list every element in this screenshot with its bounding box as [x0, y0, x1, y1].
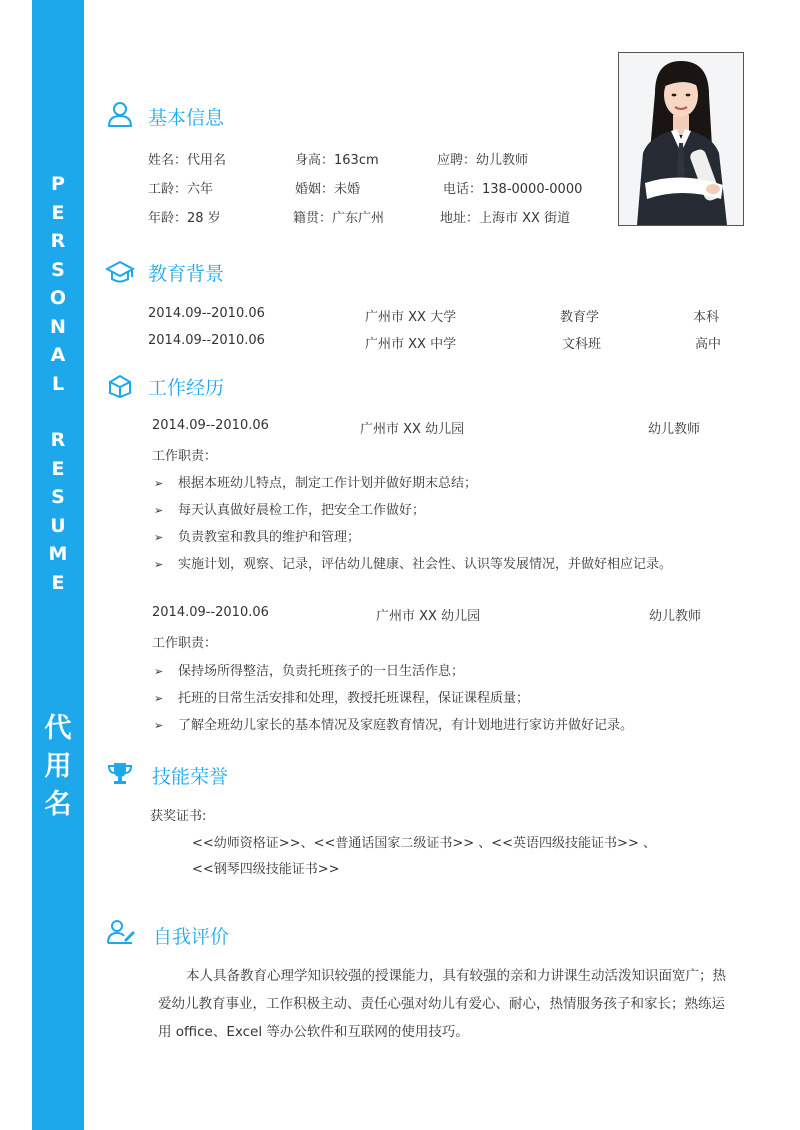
sidebar-letter: R	[50, 429, 66, 451]
arrow-bullet-icon: ➢	[154, 504, 164, 517]
sidebar-letter: M	[48, 543, 68, 565]
edu-degree: 高中	[695, 337, 722, 352]
sidebar-name-char: 代	[44, 713, 72, 744]
duty-text: 负责教室和教具的维护和管理；	[178, 530, 361, 545]
sidebar-letter: R	[50, 230, 66, 252]
skills-certificates-line2: <<钢琴四级技能证书>>	[192, 862, 340, 877]
duty-text: 保持场所得整洁，负责托班孩子的一日生活作息；	[178, 664, 465, 679]
sidebar-letter: O	[49, 287, 67, 309]
work-duty-label: 工作职责：	[152, 636, 218, 651]
sidebar-letter: P	[51, 173, 65, 195]
edu-school: 广州市 XX 大学	[365, 310, 457, 325]
sidebar-letter: U	[50, 514, 66, 537]
edu-major: 文科班	[562, 337, 602, 352]
graduation-cap-icon	[105, 257, 135, 285]
section-title-work: 工作经历	[148, 377, 225, 399]
list-item	[154, 687, 529, 706]
sidebar-letter: E	[51, 201, 65, 224]
list-item	[154, 660, 464, 679]
basic-address: 地址：上海市 XX 街道	[440, 211, 571, 226]
list-item	[154, 714, 633, 733]
arrow-bullet-icon: ➢	[154, 531, 164, 544]
arrow-bullet-icon: ➢	[154, 665, 164, 678]
section-title-education: 教育背景	[148, 263, 225, 285]
person-edit-icon	[106, 918, 136, 946]
duty-text: 每天认真做好晨检工作，把安全工作做好；	[178, 503, 426, 518]
basic-name: 姓名：代用名	[148, 153, 227, 168]
self-evaluation-text: 本人具备教育心理学知识较强的授课能力，具有较强的亲和力讲课生动活泼知识面宽广；热爱幼儿教育事业，工作积极主动、责任心强对幼儿有爱心、耐心，热情服务孩子和家长；熟练运用 office、Excel 等办公软件和互联网的使用技巧。	[158, 968, 726, 1040]
sidebar	[32, 0, 84, 1130]
edu-school: 广州市 XX 中学	[365, 337, 457, 352]
basic-age: 年龄：28 岁	[148, 211, 221, 226]
section-title-self: 自我评价	[153, 926, 230, 948]
edu-degree: 本科	[693, 310, 720, 325]
duty-text: 实施计划，观察、记录，评估幼儿健康、社会性、认识等发展情况，并做好相应记录。	[178, 557, 673, 572]
sidebar-name-char: 名	[44, 789, 72, 820]
sidebar-name-char: 用	[44, 751, 72, 782]
duty-text: 了解全班幼儿家长的基本情况及家庭教育情况，有计划地进行家访并做好记录。	[178, 718, 634, 733]
list-item	[154, 499, 425, 518]
arrow-bullet-icon: ➢	[154, 477, 164, 490]
person-icon	[106, 100, 134, 128]
work-company: 广州市 XX 幼儿园	[376, 609, 481, 624]
trophy-icon	[106, 759, 134, 787]
work-company: 广州市 XX 幼儿园	[360, 422, 465, 437]
basic-phone: 电话：138-0000-0000	[443, 182, 583, 197]
arrow-bullet-icon: ➢	[154, 719, 164, 732]
basic-hometown: 籍贯：广东广州	[293, 211, 385, 226]
sidebar-letter: S	[51, 486, 65, 508]
arrow-bullet-icon: ➢	[154, 692, 164, 705]
work-duty-label: 工作职责：	[152, 449, 218, 464]
sidebar-letter: E	[51, 457, 65, 480]
portrait-image	[619, 53, 743, 225]
skills-label: 获奖证书:	[150, 809, 207, 824]
work-title: 幼儿教师	[649, 609, 702, 624]
sidebar-letter: L	[51, 372, 65, 395]
basic-height: 身高：163cm	[295, 153, 379, 168]
sidebar-name	[32, 710, 84, 824]
work-period: 2014.09--2010.06	[152, 418, 269, 433]
edu-major: 教育学	[560, 310, 600, 325]
sidebar-letter: E	[51, 571, 65, 594]
duty-text: 根据本班幼儿特点，制定工作计划并做好期末总结；	[178, 476, 478, 491]
sidebar-personal-resume	[32, 170, 84, 597]
work-period: 2014.09--2010.06	[152, 605, 269, 620]
basic-experience: 工龄：六年	[148, 182, 214, 197]
arrow-bullet-icon: ➢	[154, 558, 164, 571]
sidebar-letter: N	[50, 315, 66, 338]
basic-position: 应聘：幼儿教师	[437, 153, 529, 168]
duty-text: 托班的日常生活安排和处理，教授托班课程，保证课程质量；	[178, 691, 530, 706]
skills-certificates-line1: <<幼师资格证>>、<<普通话国家二级证书>> 、<<英语四级技能证书>> 、	[192, 836, 656, 851]
list-item	[154, 526, 360, 545]
edu-period: 2014.09--2010.06	[148, 333, 265, 348]
list-item	[154, 553, 672, 572]
list-item	[154, 472, 477, 491]
section-title-basic: 基本信息	[148, 107, 225, 129]
sidebar-gap	[32, 398, 84, 426]
sidebar-letter: S	[51, 258, 65, 281]
sidebar-letter: A	[50, 344, 66, 366]
basic-marital: 婚姻：未婚	[295, 182, 361, 197]
edu-period: 2014.09--2010.06	[148, 306, 265, 321]
section-title-skills: 技能荣誉	[152, 766, 229, 788]
briefcase-icon	[106, 371, 134, 399]
work-title: 幼儿教师	[648, 422, 701, 437]
profile-photo	[618, 52, 744, 226]
